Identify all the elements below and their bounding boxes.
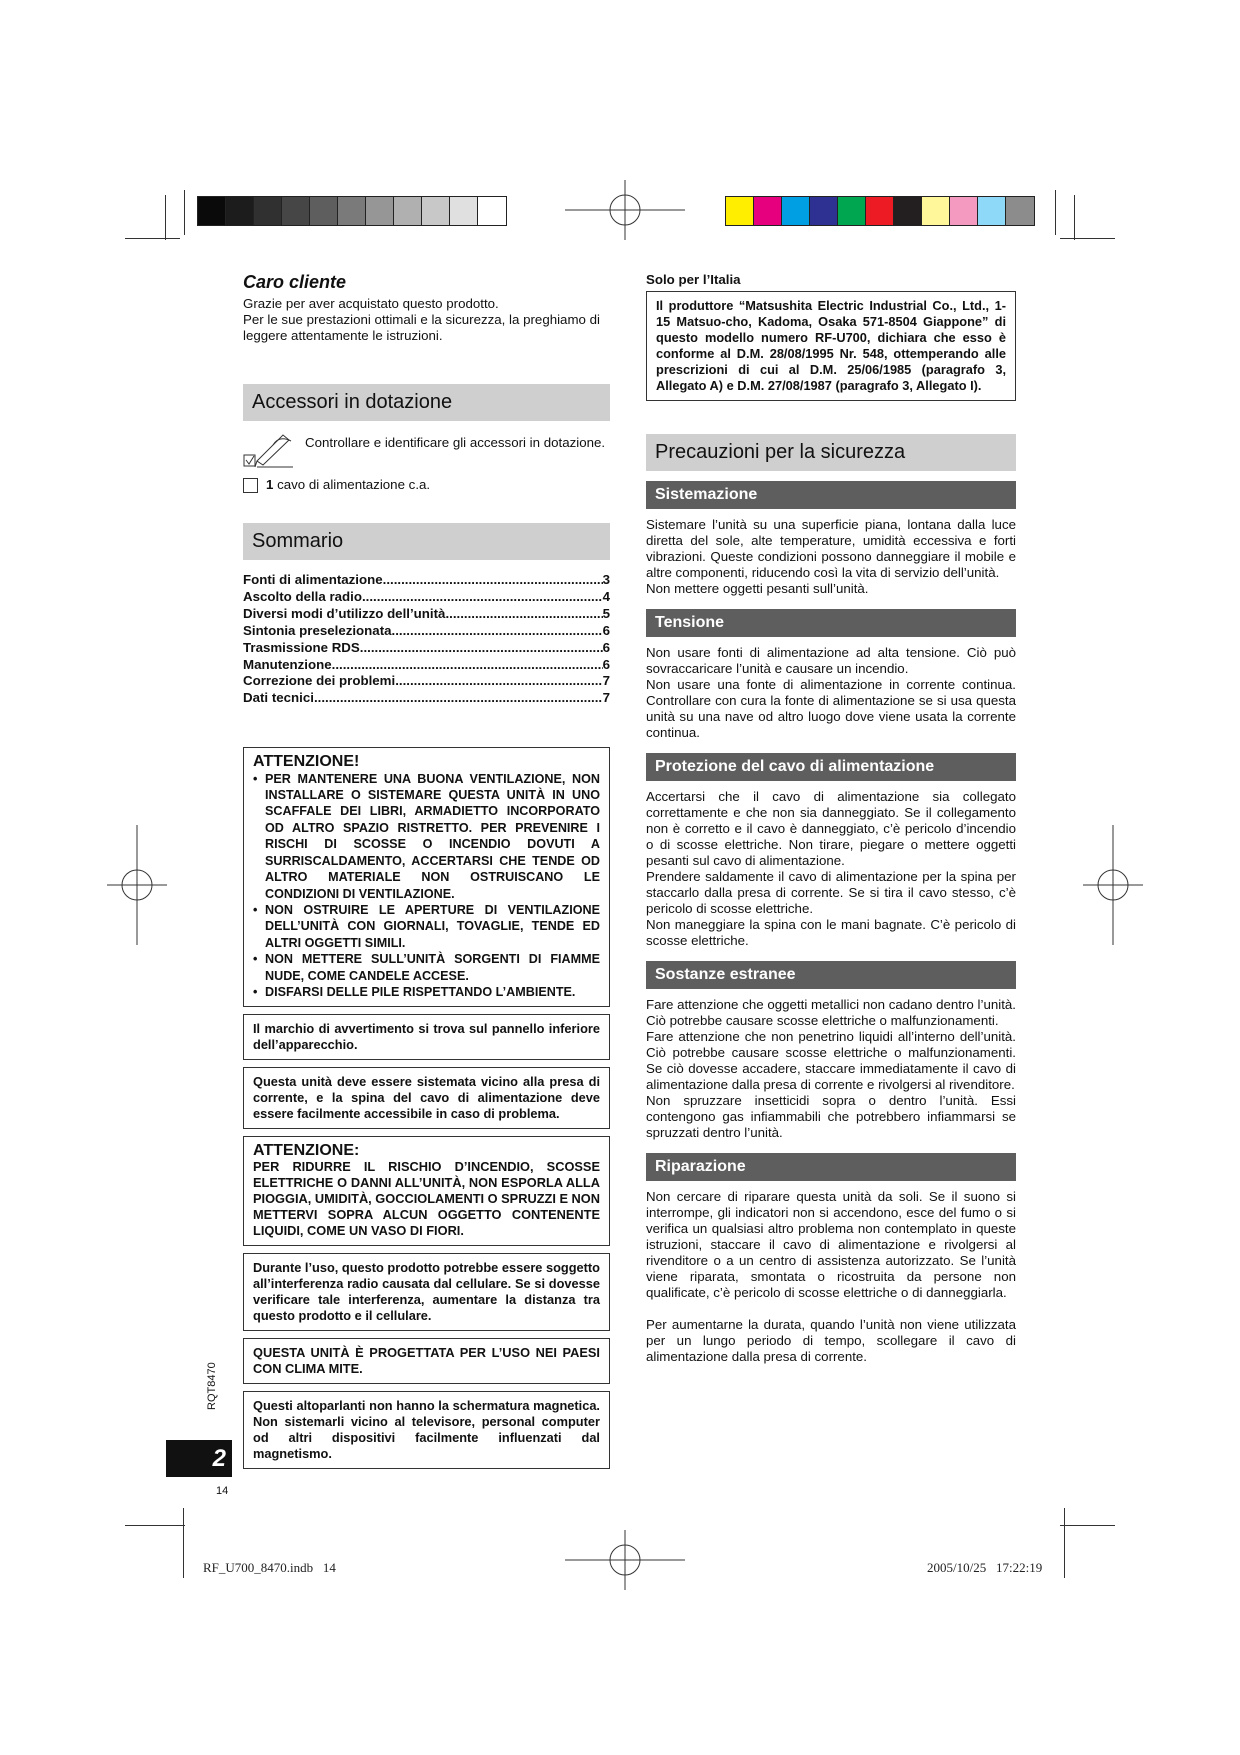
greeting-title: Caro cliente <box>243 272 347 292</box>
right-column <box>646 272 1016 1365</box>
section-paragraph: Non usare fonti di alimentazione ad alta tensione. Ciò può sovraccaricare l’unità e causare un incendio. <box>646 645 1016 676</box>
toc-page: 6 <box>602 639 610 655</box>
section-heading: Riparazione <box>646 1153 1016 1181</box>
accessori-item-qty: 1 <box>266 477 274 492</box>
sommario-section <box>243 523 610 707</box>
attenzione-2-text: PER RIDURRE IL RISCHIO D’INCENDIO, SCOSSE ELETTRICHE O DANNI ALL’UNITÀ, NON ESPORLA ALLA PIOGGIA, UMIDITÀ, GOCCIOLAMENTI O SPRUZZI E NON METTERVI SOPRA ALCUN OGGETTO CONTENENTE LIQUIDI, COME UN VASO DI FIORI. <box>253 1159 600 1239</box>
italia-label: Solo per l’Italia <box>646 272 741 287</box>
gray-swatch <box>254 197 282 225</box>
section-paragraph: Per aumentarne la durata, quando l’unità non viene utilizzata per un lungo periodo di tempo, scollegare il cavo di alimentazione dalla presa di corrente. <box>646 1317 1016 1364</box>
clima-box: QUESTA UNITÀ È PROGETTATA PER L’USO NEI PAESI CON CLIMA MITE. <box>243 1338 610 1384</box>
greeting-line: Per le sue prestazioni ottimali e la sicurezza, la preghiamo di leggere attentamente le istruzioni. <box>243 312 600 343</box>
section-paragraph: Non maneggiare la spina con le mani bagnate. C’è pericolo di scosse elettriche. <box>646 917 1016 948</box>
color-swatch <box>754 197 782 225</box>
gray-swatch <box>198 197 226 225</box>
toc-title: Trasmissione RDS <box>243 639 360 655</box>
accessori-item-text: cavo di alimentazione c.a. <box>273 477 431 492</box>
toc-item[interactable] <box>243 589 610 606</box>
riparazione-section <box>646 1153 1016 1365</box>
color-swatch <box>1006 197 1034 225</box>
section-heading: Tensione <box>646 609 1016 637</box>
section-paragraph: Fare attenzione che non penetrino liquidi all’interno dell’unità. Ciò potrebbe causare scosse elettriche o malfunzionamenti. Se ciò dovesse accadere, staccare immediatamente il cavo di alimentazione dalla presa di corrente e rivolgersi al rivenditore. <box>646 1029 1016 1092</box>
toc-title: Correzione dei problemi <box>243 673 396 689</box>
warning-bullet: • NON OSTRUIRE LE APERTURE DI VENTILAZIONE DELL’UNITÀ CON GIORNALI, TOVAGLIE, TENDE ED ALTRI OGGETTI SIMILI. <box>253 902 600 950</box>
gray-swatch <box>422 197 450 225</box>
gray-swatch <box>226 197 254 225</box>
sheet-number: 14 <box>216 1485 229 1497</box>
sommario-heading: Sommario <box>243 523 610 560</box>
model-code: RQT8470 <box>206 1362 218 1410</box>
cellulare-box: Durante l’uso, questo prodotto potrebbe essere soggetto all’interferenza radio causata dal cellulare. Se si dovesse verificare tale interferenza, aumentare la distanza tra questo prodotto e il cellulare. <box>243 1253 610 1331</box>
toc-item[interactable] <box>243 657 610 674</box>
section-paragraph: Sistemare l’unità su una superficie piana, lontana dalla luce diretta del sole, alte temperature, umidità eccessiva e forti vibrazioni. Queste condizioni possono danneggiare il mobile e altre componenti, riducendo così la vita di servizio dell’unità. <box>646 517 1016 580</box>
section-heading: Protezione del cavo di alimentazione <box>646 753 1016 781</box>
color-swatch <box>866 197 894 225</box>
section-paragraph: Fare attenzione che oggetti metallici non cadano dentro l’unità. Ciò potrebbe causare scosse elettriche o malfunzionamenti. <box>646 997 1016 1028</box>
registration-mark-top <box>565 180 685 240</box>
attenzione-2-box <box>243 1136 610 1246</box>
gray-color-bar <box>197 196 507 226</box>
attenzione-box <box>243 747 610 1007</box>
toc-page: 7 <box>602 673 610 689</box>
gray-swatch <box>450 197 478 225</box>
color-swatch <box>726 197 754 225</box>
toc-title: Manutenzione <box>243 656 332 672</box>
warning-bullet: • NON METTERE SULL’UNITÀ SORGENTI DI FIAMME NUDE, COME CANDELE ACCESE. <box>253 952 600 983</box>
color-swatch <box>810 197 838 225</box>
greeting-line: Grazie per aver acquistato questo prodotto. <box>243 296 499 311</box>
left-column <box>243 272 610 1469</box>
toc-page: 3 <box>602 572 610 587</box>
checkbox-icon[interactable] <box>243 478 258 493</box>
gray-swatch <box>338 197 366 225</box>
section-paragraph: Accertarsi che il cavo di alimentazione sia collegato correttamente e che non sia danneggiato. Se il collegamento non è corretto e il cavo è danneggiato, c’è pericolo d’incendio o di scosse elettriche. Non tirare, piegare o mettere oggetti pesanti sul cavo di alimentazione. <box>646 789 1016 868</box>
section-paragraph: Non usare una fonte di alimentazione in corrente continua. Controllare con cura la fonte di alimentazione se si usa questa unità su una nave od altro luogo dove viene usata la corrente continua. <box>646 677 1016 740</box>
italia-box: Il produttore “Matsushita Electric Industrial Co., Ltd., 1-15 Matsuo-cho, Kadoma, Osaka 571-8504 Giappone” di questo modello numero RF-U700, dichiara che esso è conforme al D.M. 28/08/1995 Nr. 548, ottemperando alle prescrizioni di cui al D.M. 25/06/1985 (paragrafo 3, Allegato A) e D.M. 27/08/1987 (paragrafo 3, Allegato I). <box>646 291 1016 401</box>
gray-swatch <box>394 197 422 225</box>
section-heading: Sostanze estranee <box>646 961 1016 989</box>
gray-swatch <box>310 197 338 225</box>
color-swatch <box>978 197 1006 225</box>
gray-swatch <box>366 197 394 225</box>
warning-bullet: • DISFARSI DELLE PILE RISPETTANDO L’AMBIENTE. <box>253 984 576 999</box>
gray-swatch <box>282 197 310 225</box>
toc-title: Diversi modi d’utilizzo dell’unità <box>243 605 446 621</box>
attenzione-2-title: ATTENZIONE: <box>253 1142 360 1160</box>
toc-item[interactable] <box>243 606 610 623</box>
sistemazione-section <box>646 481 1016 597</box>
color-swatch <box>894 197 922 225</box>
marchio-box: Il marchio di avvertimento si trova sul pannello inferiore dell’apparecchio. <box>243 1014 610 1060</box>
toc-list <box>243 572 610 707</box>
warning-bullet: • PER MANTENERE UNA BUONA VENTILAZIONE, NON INSTALLARE O SISTEMARE QUESTA UNITÀ IN UNO SCAFFALE DEI LIBRI, ARMADIETTO INCORPORATO OD ALTRO SPAZIO RISTRETTO. PER PREVENIRE I RISCHI DI SCOSSE O INCENDIO DOVUTI A SURRISCALDAMENTO, ACCERTARSI CHE TENDE OD ALTRO MATERIALE NON OSTRUISCANO LE CONDIZIONI DI VENTILAZIONE. <box>253 771 600 901</box>
color-swatch <box>922 197 950 225</box>
toc-item[interactable] <box>243 640 610 657</box>
page-number-tab <box>166 1440 232 1477</box>
color-swatch <box>838 197 866 225</box>
accessori-section <box>243 384 610 493</box>
color-swatch <box>950 197 978 225</box>
page-number: 2 <box>212 1445 226 1472</box>
process-color-bar <box>725 196 1035 226</box>
section-paragraph: Non cercare di riparare questa unità da soli. Se il suono si interrompe, gli indicatori non si accendono, esce del fumo o si verifica un qualsiasi altro problema non contemplato in queste istruzioni, staccare il cavo di alimentazione e rivolgersi al rivenditore o a un centro di assistenza autorizzato. Se l’unità viene riparata, smontata o ricostruita da persone non qualificate, c’è pericolo di scosse elettriche o di danneggiarla. <box>646 1189 1016 1300</box>
accessori-check-text: Controllare e identificare gli accessori in dotazione. <box>305 435 606 450</box>
toc-page: 7 <box>602 690 610 706</box>
section-heading: Sistemazione <box>646 481 1016 509</box>
toc-title: Ascolto della radio <box>243 588 362 604</box>
color-swatch <box>782 197 810 225</box>
registration-mark-right <box>1083 825 1143 945</box>
greeting-section <box>243 272 610 344</box>
section-paragraph: Prendere saldamente il cavo di alimentazione per la spina per staccarlo dalla presa di corrente. Se si tira il cavo stesso, c’è pericolo di scosse elettriche. <box>646 869 1016 916</box>
attenzione-title: ATTENZIONE! <box>253 753 360 771</box>
altoparlanti-box: Questi altoparlanti non hanno la schermatura magnetica. Non sistemarli vicino al televisore, personal computer od altri dispositivi facilmente influenzati dal magnetismo. <box>243 1391 610 1469</box>
registration-mark-bottom <box>565 1530 685 1590</box>
presa-box: Questa unità deve essere sistemata vicino alla presa di corrente, e la spina del cavo di alimentazione deve essere facilmente accessibile in caso di problema. <box>243 1067 610 1129</box>
toc-page: 6 <box>602 622 610 638</box>
toc-title: Dati tecnici <box>243 690 314 706</box>
accessori-item <box>266 477 430 493</box>
toc-item[interactable] <box>243 623 610 640</box>
cavo-section <box>646 753 1016 949</box>
registration-mark-left <box>107 825 167 945</box>
toc-title: Fonti di alimentazione <box>243 572 383 587</box>
footer-timestamp: 2005/10/25 17:22:19 <box>927 1560 1043 1575</box>
toc-item[interactable] <box>243 673 610 690</box>
toc-item[interactable] <box>243 690 610 707</box>
precauzioni-heading: Precauzioni per la sicurezza <box>646 434 1016 471</box>
section-paragraph: Non mettere oggetti pesanti sull’unità. <box>646 581 869 596</box>
toc-page: 6 <box>602 656 610 672</box>
toc-title: Sintonia preselezionata <box>243 622 392 638</box>
accessori-heading: Accessori in dotazione <box>243 384 610 421</box>
gray-swatch <box>478 197 506 225</box>
toc-page: 5 <box>602 605 610 621</box>
pen-checklist-icon <box>243 431 295 469</box>
tensione-section <box>646 609 1016 741</box>
precauzioni-section <box>646 434 1016 1365</box>
footer-file: RF_U700_8470.indb 14 <box>203 1560 336 1575</box>
section-paragraph: Non spruzzare insetticidi sopra o dentro l’unità. Essi contengono gas infiammabili che potrebbero infiammarsi se spruzzati dentro l’unità. <box>646 1093 1016 1140</box>
toc-page: 4 <box>602 588 610 604</box>
toc-item[interactable] <box>243 572 610 589</box>
sostanze-section <box>646 961 1016 1141</box>
